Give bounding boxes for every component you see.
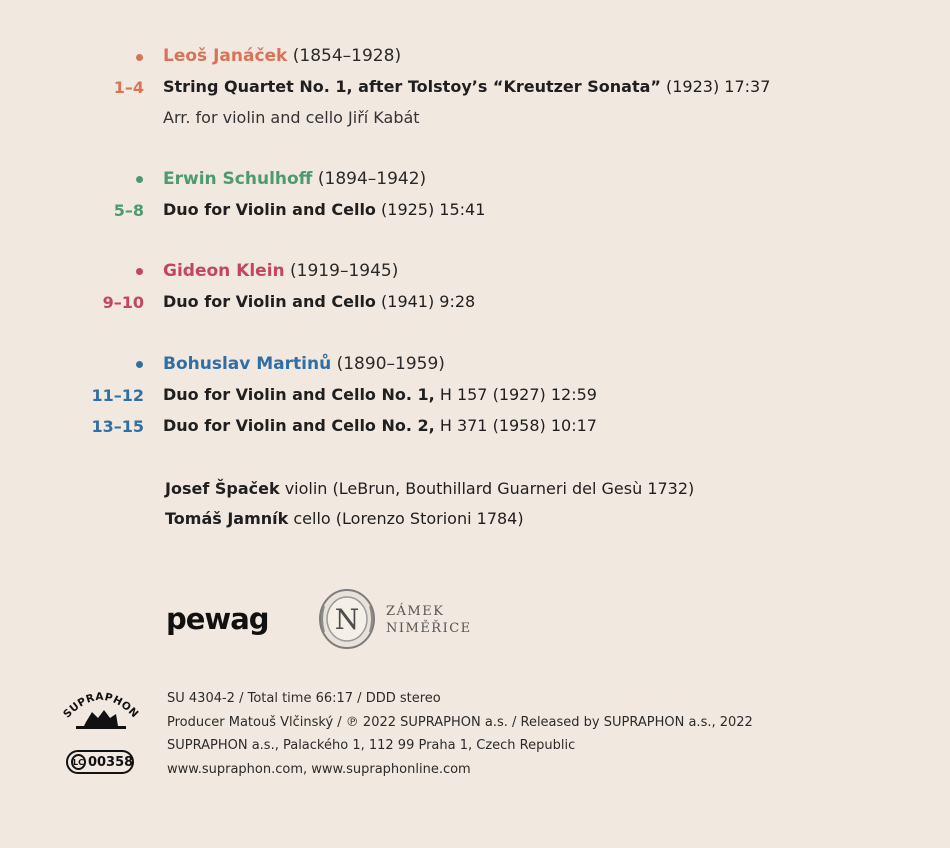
- track-range: 9–10: [102, 293, 144, 312]
- work-detail: H 157 (1927) 12:59: [439, 385, 597, 404]
- performer-name: Josef Špaček: [165, 479, 280, 498]
- composer-name: Erwin Schulhoff: [163, 169, 313, 189]
- arrangement-note: Arr. for violin and cello Jiří Kabát: [163, 108, 420, 127]
- work-name: Duo for Violin and Cello: [163, 292, 376, 311]
- work-detail: (1925) 15:41: [381, 200, 486, 219]
- composer-klein: [163, 261, 398, 281]
- composer-years: (1854–1928): [292, 46, 402, 66]
- composer-name: Gideon Klein: [163, 261, 285, 281]
- performer-role: violin (LeBrun, Bouthillard Guarneri del Gesù 1732): [284, 479, 695, 498]
- lc-prefix: LC: [71, 754, 86, 770]
- composer-martinu: [163, 354, 445, 374]
- composer-schulhoff: [163, 169, 426, 189]
- work-title: [163, 200, 485, 219]
- work-title: [163, 416, 597, 435]
- work-detail: (1923) 17:37: [666, 77, 771, 96]
- composer-name: Leoš Janáček: [163, 46, 288, 66]
- composer-bullet: [136, 268, 143, 275]
- zamek-line: NIMĚŘICE: [386, 621, 472, 636]
- footer-line: www.supraphon.com, www.supraphonline.com: [167, 762, 471, 778]
- work-title: [163, 385, 597, 404]
- footer-line: SUPRAPHON a.s., Palackého 1, 112 99 Praha 1, Czech Republic: [167, 738, 576, 754]
- track-range: 1–4: [113, 78, 144, 97]
- performer: [165, 509, 524, 528]
- pewag-logo: pewag: [166, 602, 269, 636]
- track-range: 11–12: [91, 386, 144, 405]
- footer-line: SU 4304-2 / Total time 66:17 / DDD stereo: [167, 691, 441, 706]
- zamek-nimerice-text: [386, 603, 472, 637]
- work-detail: H 371 (1958) 10:17: [439, 416, 597, 435]
- work-title: [163, 77, 770, 96]
- composer-name: Bohuslav Martinů: [163, 354, 332, 374]
- footer-line: Producer Matouš Vlčinský / ℗ 2022 SUPRAPHON a.s. / Released by SUPRAPHON a.s., 2022: [167, 714, 753, 730]
- composer-years: (1894–1942): [317, 169, 427, 189]
- release-info: [167, 687, 753, 782]
- work-name: Duo for Violin and Cello No. 2,: [163, 416, 435, 435]
- performer-name: Tomáš Jamník: [165, 509, 289, 528]
- work-detail: (1941) 9:28: [381, 292, 476, 311]
- performer: [165, 479, 694, 498]
- composer-janacek: [163, 46, 401, 66]
- composer-years: (1919–1945): [290, 261, 399, 281]
- work-name: Duo for Violin and Cello: [163, 200, 376, 219]
- composer-bullet: [136, 176, 143, 183]
- supraphon-logo: [62, 688, 140, 732]
- composer-bullet: [136, 361, 143, 368]
- work-name: Duo for Violin and Cello No. 1,: [163, 385, 435, 404]
- seal-letter: N: [334, 603, 360, 636]
- lc-code-badge: [66, 750, 134, 774]
- zamek-line: ZÁMEK: [386, 604, 445, 619]
- track-range: 5–8: [113, 201, 144, 220]
- work-name: String Quartet No. 1, after Tolstoy’s “Kreutzer Sonata”: [163, 77, 661, 96]
- work-title: [163, 292, 475, 311]
- track-range: 13–15: [91, 417, 144, 436]
- composer-years: (1890–1959): [336, 354, 445, 374]
- lc-number: 00358: [87, 754, 134, 770]
- svg-text:SUPRAPHON: SUPRAPHON: [62, 690, 140, 721]
- composer-bullet: [136, 54, 143, 61]
- zamek-seal-icon: [316, 588, 378, 650]
- performer-role: cello (Lorenzo Storioni 1784): [293, 509, 524, 528]
